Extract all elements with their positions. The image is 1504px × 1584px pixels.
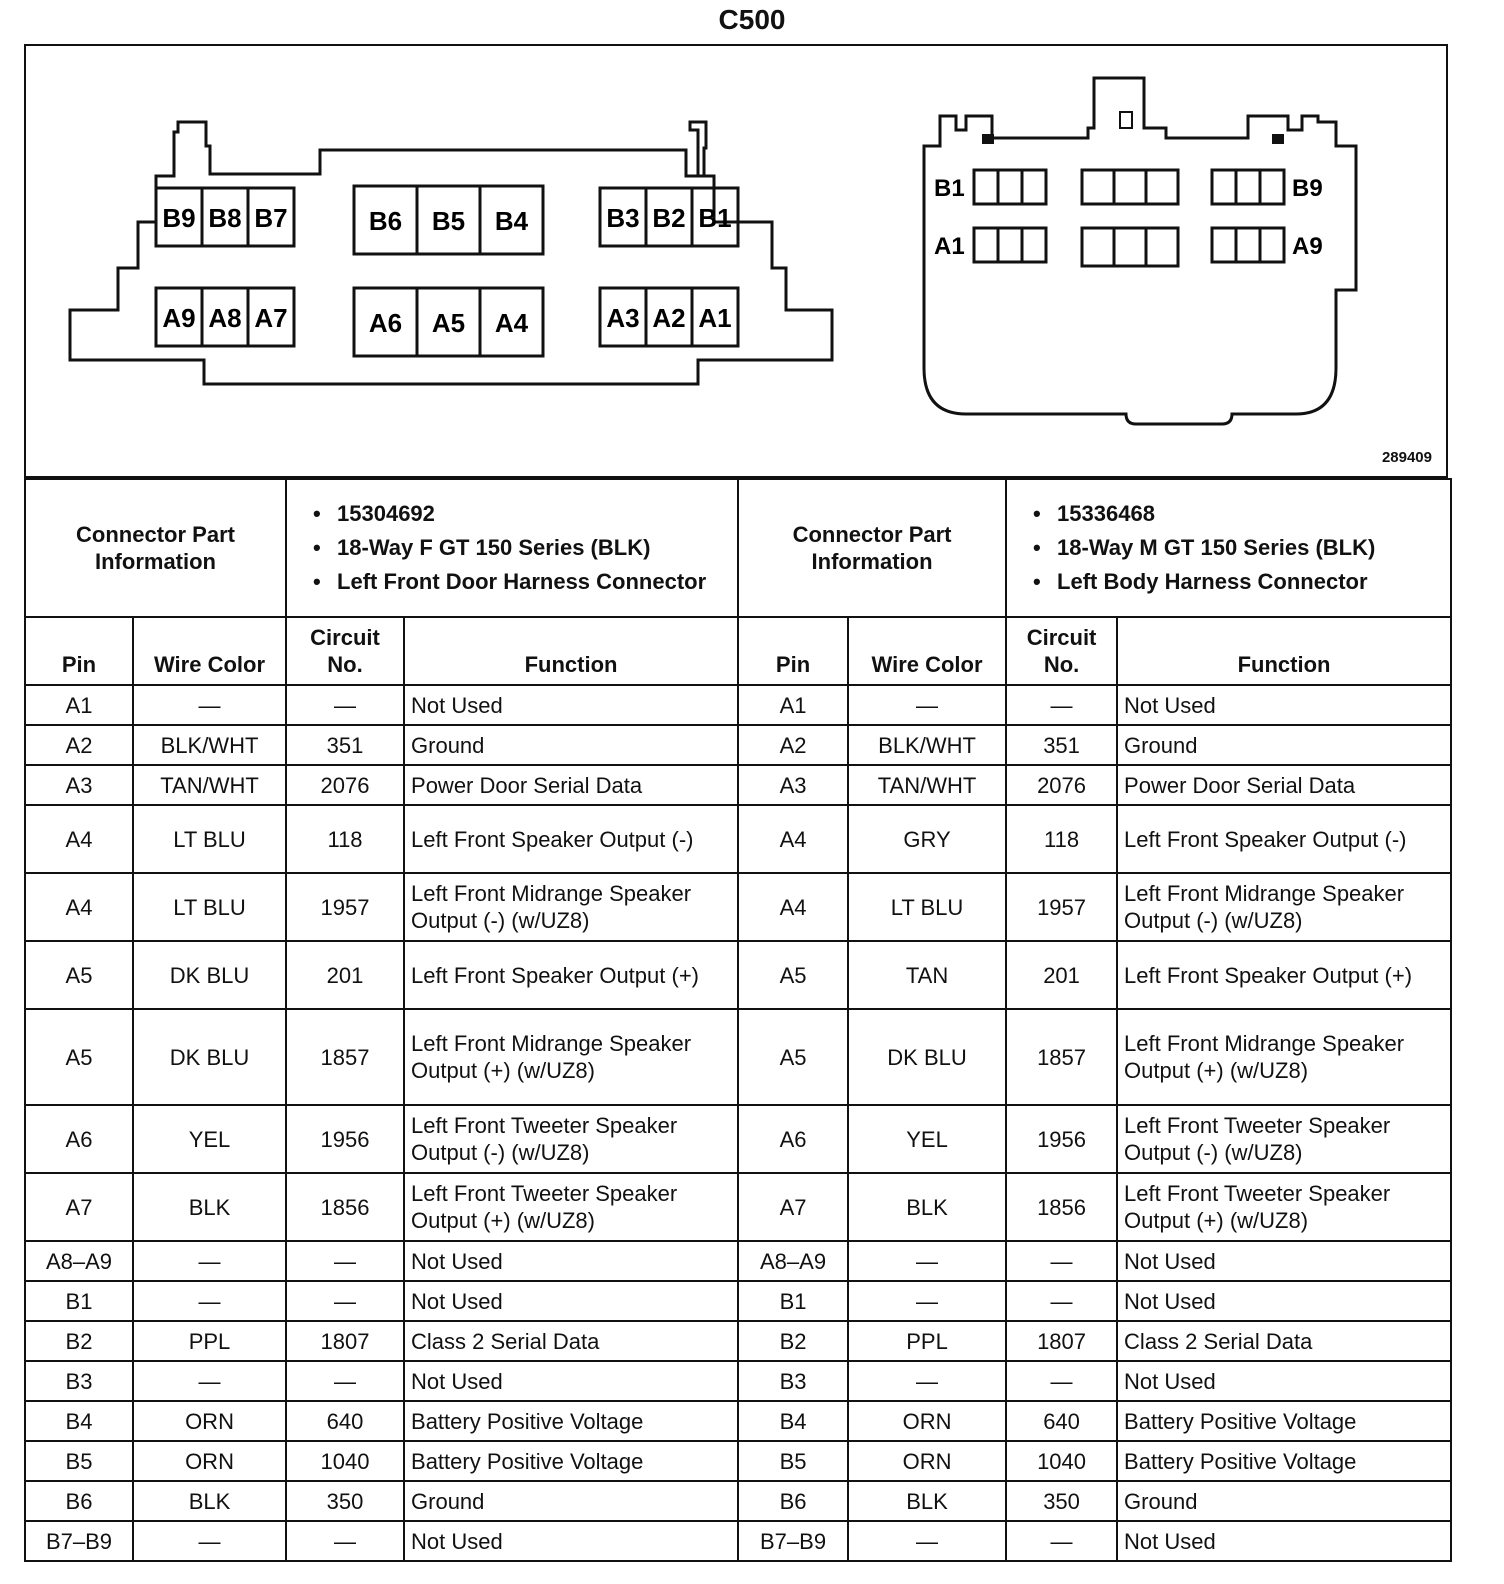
left-info-series: • 18-Way F GT 150 Series (BLK) <box>337 531 731 565</box>
left-function-cell: Not Used <box>404 1521 738 1561</box>
right-pin-cell: A3 <box>738 765 848 805</box>
left-info-cell <box>286 479 738 617</box>
left-pin-cell: A7 <box>25 1173 133 1241</box>
right-wire-color-cell: TAN/WHT <box>848 765 1006 805</box>
left-circuit-no-cell: — <box>286 685 404 725</box>
right-pin-cell: B6 <box>738 1481 848 1521</box>
pin-label: A3 <box>606 303 640 333</box>
male-pin-cell <box>998 228 1022 262</box>
left-wire-color-cell: PPL <box>133 1321 286 1361</box>
left-info-list <box>293 497 731 599</box>
right-pin-cell: B3 <box>738 1361 848 1401</box>
left-circuit-no-cell: 1856 <box>286 1173 404 1241</box>
header-row <box>25 617 1451 685</box>
right-circuit-no-cell: — <box>1006 685 1117 725</box>
left-wire-color-cell: BLK <box>133 1481 286 1521</box>
table-row <box>25 1401 1451 1441</box>
right-wire-color-cell: — <box>848 1241 1006 1281</box>
header-circuit-no-right: Circuit No. <box>1006 617 1117 685</box>
left-circuit-no-cell: 350 <box>286 1481 404 1521</box>
left-pin-cell: A1 <box>25 685 133 725</box>
left-wire-color-cell: DK BLU <box>133 1009 286 1105</box>
left-info-label: Connector Part Information <box>25 479 286 617</box>
right-circuit-no-cell: 640 <box>1006 1401 1117 1441</box>
male-pin-cell <box>1022 228 1046 262</box>
pin-label: B3 <box>606 203 640 233</box>
right-function-cell: Left Front Speaker Output (+) <box>1117 941 1451 1009</box>
table-row <box>25 873 1451 941</box>
table-row <box>25 1009 1451 1105</box>
left-info-part-number: • 15304692 <box>337 497 731 531</box>
right-pin-cell: A4 <box>738 873 848 941</box>
right-pin-cell: B1 <box>738 1281 848 1321</box>
right-circuit-no-cell: 201 <box>1006 941 1117 1009</box>
left-wire-color-cell: YEL <box>133 1105 286 1173</box>
right-circuit-no-cell: 1040 <box>1006 1441 1117 1481</box>
male-pin-cell <box>1236 170 1260 204</box>
left-pin-cell: A2 <box>25 725 133 765</box>
left-pin-cell: A6 <box>25 1105 133 1173</box>
right-pin-cell: A2 <box>738 725 848 765</box>
male-pin-cell <box>998 170 1022 204</box>
table-row <box>25 685 1451 725</box>
pin-label: A5 <box>431 308 466 338</box>
right-function-cell: Not Used <box>1117 685 1451 725</box>
right-wire-color-cell: BLK/WHT <box>848 725 1006 765</box>
left-circuit-no-cell: 1857 <box>286 1009 404 1105</box>
right-circuit-no-cell: 118 <box>1006 805 1117 873</box>
figure-code: 289409 <box>1381 449 1432 466</box>
left-circuit-no-cell: 640 <box>286 1401 404 1441</box>
left-wire-color-cell: — <box>133 1281 286 1321</box>
male-pin-cell <box>974 228 998 262</box>
left-wire-color-cell: — <box>133 685 286 725</box>
male-pin-cell <box>1212 170 1236 204</box>
left-function-cell: Ground <box>404 1481 738 1521</box>
left-pin-cell: B6 <box>25 1481 133 1521</box>
header-function: Function <box>404 617 738 685</box>
right-wire-color-cell: TAN <box>848 941 1006 1009</box>
left-pin-cell: B5 <box>25 1441 133 1481</box>
male-pin-cell <box>1212 228 1236 262</box>
pin-label: B8 <box>208 203 242 233</box>
right-function-cell: Left Front Midrange Speaker Output (-) (w/UZ8) <box>1117 873 1451 941</box>
right-wire-color-cell: BLK <box>848 1481 1006 1521</box>
pin-label: B9 <box>162 203 196 233</box>
header-wire-color: Wire Color <box>133 617 286 685</box>
left-wire-color-cell: — <box>133 1241 286 1281</box>
table-row <box>25 1521 1451 1561</box>
right-wire-color-cell: — <box>848 685 1006 725</box>
left-wire-color-cell: — <box>133 1361 286 1401</box>
table-row <box>25 1481 1451 1521</box>
left-circuit-no-cell: 1040 <box>286 1441 404 1481</box>
latch-slot <box>1120 112 1132 128</box>
right-circuit-no-cell: — <box>1006 1361 1117 1401</box>
right-wire-color-cell: ORN <box>848 1441 1006 1481</box>
right-pin-cell: B4 <box>738 1401 848 1441</box>
left-function-cell: Power Door Serial Data <box>404 765 738 805</box>
left-function-cell: Ground <box>404 725 738 765</box>
table-row <box>25 1173 1451 1241</box>
table-row <box>25 1241 1451 1281</box>
table-row <box>25 805 1451 873</box>
header-pin-right: Pin <box>738 617 848 685</box>
left-wire-color-cell: ORN <box>133 1401 286 1441</box>
table-row <box>25 765 1451 805</box>
right-circuit-no-cell: — <box>1006 1241 1117 1281</box>
right-wire-color-cell: BLK <box>848 1173 1006 1241</box>
right-circuit-no-cell: 351 <box>1006 725 1117 765</box>
male-pin-cell <box>1082 170 1114 204</box>
left-circuit-no-cell: 1956 <box>286 1105 404 1173</box>
right-pin-cell: A7 <box>738 1173 848 1241</box>
male-pin-cells <box>974 170 1284 266</box>
pin-label: A8 <box>208 303 242 333</box>
right-pin-cell: A6 <box>738 1105 848 1173</box>
right-wire-color-cell: PPL <box>848 1321 1006 1361</box>
left-function-cell: Left Front Midrange Speaker Output (-) (w/UZ8) <box>404 873 738 941</box>
left-wire-color-cell: LT BLU <box>133 873 286 941</box>
right-pin-cell: A5 <box>738 1009 848 1105</box>
right-function-cell: Left Front Midrange Speaker Output (+) (w/UZ8) <box>1117 1009 1451 1105</box>
right-info-description: • Left Body Harness Connector <box>1057 565 1444 599</box>
table-row <box>25 1441 1451 1481</box>
table-row <box>25 1105 1451 1173</box>
right-circuit-no-cell: 1807 <box>1006 1321 1117 1361</box>
table-row <box>25 725 1451 765</box>
label-a1: A1 <box>934 233 965 260</box>
left-function-cell: Left Front Tweeter Speaker Output (+) (w/UZ8) <box>404 1173 738 1241</box>
left-circuit-no-cell: — <box>286 1241 404 1281</box>
right-pin-cell: A1 <box>738 685 848 725</box>
pin-label: B2 <box>652 203 686 233</box>
left-wire-color-cell: BLK <box>133 1173 286 1241</box>
right-pin-cell: A4 <box>738 805 848 873</box>
left-pin-cell: A4 <box>25 873 133 941</box>
left-pin-cell: A5 <box>25 1009 133 1105</box>
connector-info-row <box>25 479 1451 617</box>
header-pin: Pin <box>25 617 133 685</box>
pin-label: A9 <box>162 303 196 333</box>
left-wire-color-cell: DK BLU <box>133 941 286 1009</box>
left-pin-cell: A3 <box>25 765 133 805</box>
header-wire-color-right: Wire Color <box>848 617 1006 685</box>
right-wire-color-cell: DK BLU <box>848 1009 1006 1105</box>
right-function-cell: Battery Positive Voltage <box>1117 1441 1451 1481</box>
left-pin-cell: B3 <box>25 1361 133 1401</box>
male-pin-cell <box>1082 228 1114 266</box>
left-info-description: • Left Front Door Harness Connector <box>337 565 731 599</box>
pin-label: B4 <box>494 206 529 236</box>
left-function-cell: Left Front Midrange Speaker Output (+) (w/UZ8) <box>404 1009 738 1105</box>
right-wire-color-cell: — <box>848 1521 1006 1561</box>
right-function-cell: Left Front Tweeter Speaker Output (-) (w/UZ8) <box>1117 1105 1451 1173</box>
male-pin-cell <box>1146 170 1178 204</box>
right-function-cell: Ground <box>1117 1481 1451 1521</box>
left-wire-color-cell: BLK/WHT <box>133 725 286 765</box>
left-function-cell: Battery Positive Voltage <box>404 1401 738 1441</box>
right-info-series: • 18-Way M GT 150 Series (BLK) <box>1057 531 1444 565</box>
right-pin-cell: A8–A9 <box>738 1241 848 1281</box>
left-pin-cell: A8–A9 <box>25 1241 133 1281</box>
male-pin-cell <box>1114 170 1146 204</box>
pin-label: B5 <box>431 206 466 236</box>
left-pin-cell: B1 <box>25 1281 133 1321</box>
right-info-label: Connector Part Information <box>738 479 1006 617</box>
label-a9: A9 <box>1292 233 1323 260</box>
male-pin-cell <box>1236 228 1260 262</box>
left-wire-color-cell: TAN/WHT <box>133 765 286 805</box>
left-circuit-no-cell: 1807 <box>286 1321 404 1361</box>
left-circuit-no-cell: — <box>286 1361 404 1401</box>
left-wire-color-cell: LT BLU <box>133 805 286 873</box>
left-pin-cell: B4 <box>25 1401 133 1441</box>
left-wire-color-cell: — <box>133 1521 286 1561</box>
right-wire-color-cell: YEL <box>848 1105 1006 1173</box>
female-pin-cells <box>156 186 738 356</box>
left-function-cell: Left Front Tweeter Speaker Output (-) (w/UZ8) <box>404 1105 738 1173</box>
right-wire-color-cell: — <box>848 1361 1006 1401</box>
pin-label: B1 <box>698 203 732 233</box>
male-pin-cell <box>1146 228 1178 266</box>
connector-diagram <box>24 44 1448 478</box>
right-circuit-no-cell: 1957 <box>1006 873 1117 941</box>
left-function-cell: Not Used <box>404 1281 738 1321</box>
table-row <box>25 1321 1451 1361</box>
right-pin-cell: B2 <box>738 1321 848 1361</box>
pinout-table <box>24 478 1452 1562</box>
male-pin-cell <box>1022 170 1046 204</box>
right-pin-cell: A5 <box>738 941 848 1009</box>
right-function-cell: Not Used <box>1117 1241 1451 1281</box>
right-function-cell: Left Front Speaker Output (-) <box>1117 805 1451 873</box>
pin-label: B7 <box>254 203 288 233</box>
left-function-cell: Left Front Speaker Output (-) <box>404 805 738 873</box>
right-wire-color-cell: — <box>848 1281 1006 1321</box>
right-wire-color-cell: LT BLU <box>848 873 1006 941</box>
left-function-cell: Not Used <box>404 1241 738 1281</box>
pin-label: A7 <box>254 303 288 333</box>
right-function-cell: Not Used <box>1117 1521 1451 1561</box>
right-circuit-no-cell: 350 <box>1006 1481 1117 1521</box>
page-title: C500 <box>718 4 786 35</box>
right-function-cell: Ground <box>1117 725 1451 765</box>
right-circuit-no-cell: 1956 <box>1006 1105 1117 1173</box>
left-function-cell: Battery Positive Voltage <box>404 1441 738 1481</box>
right-circuit-no-cell: 2076 <box>1006 765 1117 805</box>
left-circuit-no-cell: — <box>286 1521 404 1561</box>
pin-label: A4 <box>494 308 529 338</box>
label-b9: B9 <box>1292 175 1323 202</box>
right-function-cell: Class 2 Serial Data <box>1117 1321 1451 1361</box>
male-pin-cell <box>974 170 998 204</box>
left-circuit-no-cell: 1957 <box>286 873 404 941</box>
right-function-cell: Left Front Tweeter Speaker Output (+) (w/UZ8) <box>1117 1173 1451 1241</box>
pin-label: A2 <box>652 303 686 333</box>
key-marker-right <box>1272 134 1284 144</box>
label-b1: B1 <box>934 175 965 202</box>
right-wire-color-cell: ORN <box>848 1401 1006 1441</box>
pin-label: B6 <box>368 206 403 236</box>
male-pin-cell <box>1114 228 1146 266</box>
header-function-right: Function <box>1117 617 1451 685</box>
right-circuit-no-cell: 1856 <box>1006 1173 1117 1241</box>
table-row <box>25 1281 1451 1321</box>
male-pin-cell <box>1260 170 1284 204</box>
pin-label: A6 <box>368 308 403 338</box>
pin-label: A1 <box>698 303 732 333</box>
left-function-cell: Not Used <box>404 1361 738 1401</box>
left-function-cell: Left Front Speaker Output (+) <box>404 941 738 1009</box>
right-circuit-no-cell: — <box>1006 1281 1117 1321</box>
right-function-cell: Power Door Serial Data <box>1117 765 1451 805</box>
right-pin-cell: B7–B9 <box>738 1521 848 1561</box>
right-function-cell: Not Used <box>1117 1361 1451 1401</box>
left-pin-cell: A5 <box>25 941 133 1009</box>
right-circuit-no-cell: 1857 <box>1006 1009 1117 1105</box>
left-circuit-no-cell: — <box>286 1281 404 1321</box>
right-pin-cell: B5 <box>738 1441 848 1481</box>
left-circuit-no-cell: 201 <box>286 941 404 1009</box>
left-circuit-no-cell: 351 <box>286 725 404 765</box>
right-function-cell: Battery Positive Voltage <box>1117 1401 1451 1441</box>
left-pin-cell: B7–B9 <box>25 1521 133 1561</box>
key-marker-left <box>982 134 994 144</box>
right-circuit-no-cell: — <box>1006 1521 1117 1561</box>
right-function-cell: Not Used <box>1117 1281 1451 1321</box>
right-info-part-number: • 15336468 <box>1057 497 1444 531</box>
left-pin-cell: B2 <box>25 1321 133 1361</box>
right-wire-color-cell: GRY <box>848 805 1006 873</box>
left-circuit-no-cell: 118 <box>286 805 404 873</box>
table-row <box>25 1361 1451 1401</box>
left-circuit-no-cell: 2076 <box>286 765 404 805</box>
header-circuit-no: Circuit No. <box>286 617 404 685</box>
left-wire-color-cell: ORN <box>133 1441 286 1481</box>
right-info-list <box>1013 497 1444 599</box>
left-pin-cell: A4 <box>25 805 133 873</box>
left-function-cell: Class 2 Serial Data <box>404 1321 738 1361</box>
table-row <box>25 941 1451 1009</box>
right-info-cell <box>1006 479 1451 617</box>
male-pin-cell <box>1260 228 1284 262</box>
left-function-cell: Not Used <box>404 685 738 725</box>
